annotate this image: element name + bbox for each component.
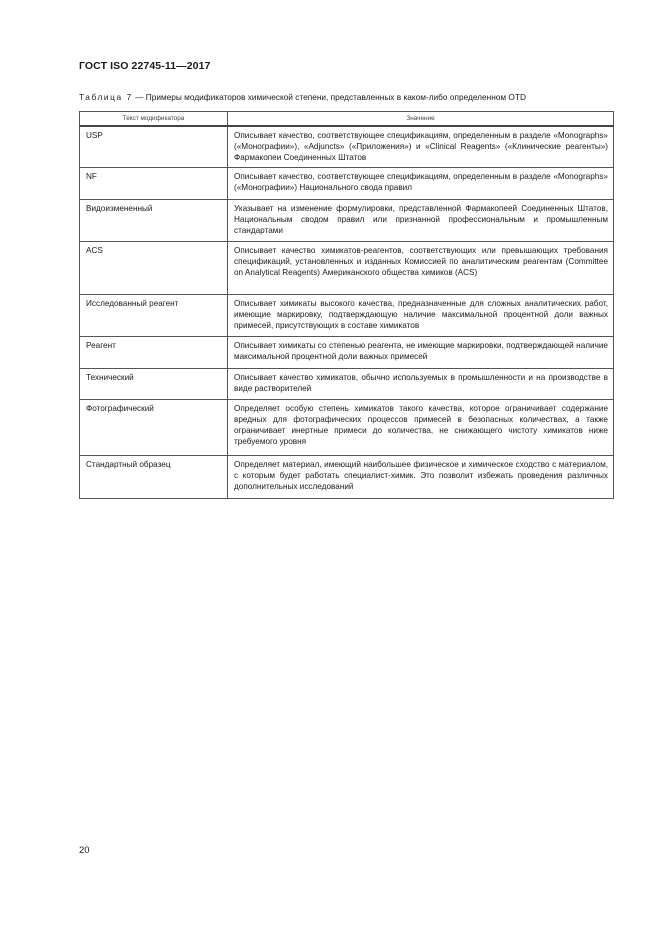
table-body <box>80 126 614 498</box>
modifier-name-cell: Стандартный образец <box>80 455 228 498</box>
table-row <box>80 167 614 199</box>
table-row <box>80 126 614 167</box>
table-caption-label: Таблица 7 <box>79 92 133 102</box>
modifier-name-cell: Реагент <box>80 336 228 368</box>
column-header-modifier-text: Текст модификатора <box>80 112 228 127</box>
modifier-name-cell: ACS <box>80 241 228 294</box>
modifier-name-cell: USP <box>80 126 228 167</box>
modifier-description-cell: Указывает на изменение формулировки, представленной Фармакопеей Соединенных Штатов, Национальным сводом правил или признанной профессиональным и промышленным стандартами <box>228 199 614 241</box>
table-caption <box>79 92 619 102</box>
modifier-name-cell: Технический <box>80 368 228 399</box>
table-row <box>80 399 614 455</box>
modifier-name-cell: Исследованный реагент <box>80 294 228 336</box>
table-row <box>80 294 614 336</box>
modifier-name-cell: Видоизмененный <box>80 199 228 241</box>
table-row <box>80 455 614 498</box>
table-row <box>80 368 614 399</box>
page-number: 20 <box>79 845 90 856</box>
table-row <box>80 241 614 294</box>
modifier-description-cell: Описывает качество, соответствующее спецификациям, определенным в разделе «Monographs» («Монографии»), «Adjuncts» («Приложения») и «Clinical Reagents» («Клинические реагенты») Фармакопеи Соединенных Штатов <box>228 126 614 167</box>
modifier-description-cell: Определяет материал, имеющий наибольшее физическое и химическое сходство с материалом, с которым будет работать специалист-химик. Это позволит избежать проведения различных дополнительных исследований <box>228 455 614 498</box>
document-header: ГОСТ ISO 22745-11—2017 <box>79 60 211 72</box>
table-caption-text: — Примеры модификаторов химической степени, представленных в каком-либо определенном OTD <box>132 92 526 102</box>
table-row <box>80 199 614 241</box>
modifier-description-cell: Определяет особую степень химикатов такого качества, которое ограничивает содержание вредных для фотографических процессов примесей в безопасных количествах, а также ограничивает инертные примеси до количества, не снижающего чистоту химикатов ниже требуемого уровня <box>228 399 614 455</box>
modifier-name-cell: NF <box>80 167 228 199</box>
modifier-description-cell: Описывает качество химикатов-реагентов, соответствующих или превышающих требования спецификаций, установленных и изданных Комиссией по аналитическим реагентам (Committee on Analytical Reagents) Американского общества химиков (ACS) <box>228 241 614 294</box>
modifier-description-cell: Описывает химикаты со степенью реагента, не имеющие маркировки, подтверждающей наличие максимальной процентной доли важных примесей <box>228 336 614 368</box>
modifier-description-cell: Описывает качество химикатов, обычно используемых в промышленности и на производстве в виде растворителей <box>228 368 614 399</box>
modifier-description-cell: Описывает химикаты высокого качества, предназначенные для сложных аналитических работ, имеющие маркировку, подтверждающую наличие максимальной процентной доли важных примесей, присутствующих в составе химикатов <box>228 294 614 336</box>
modifiers-table <box>79 111 614 499</box>
modifier-description-cell: Описывает качество, соответствующее спецификациям, определенным в разделе «Monographs» («Монографии») Национального свода правил <box>228 167 614 199</box>
table-row <box>80 336 614 368</box>
table-header-row <box>80 112 614 127</box>
modifier-name-cell: Фотографический <box>80 399 228 455</box>
column-header-meaning: Значение <box>228 112 614 127</box>
